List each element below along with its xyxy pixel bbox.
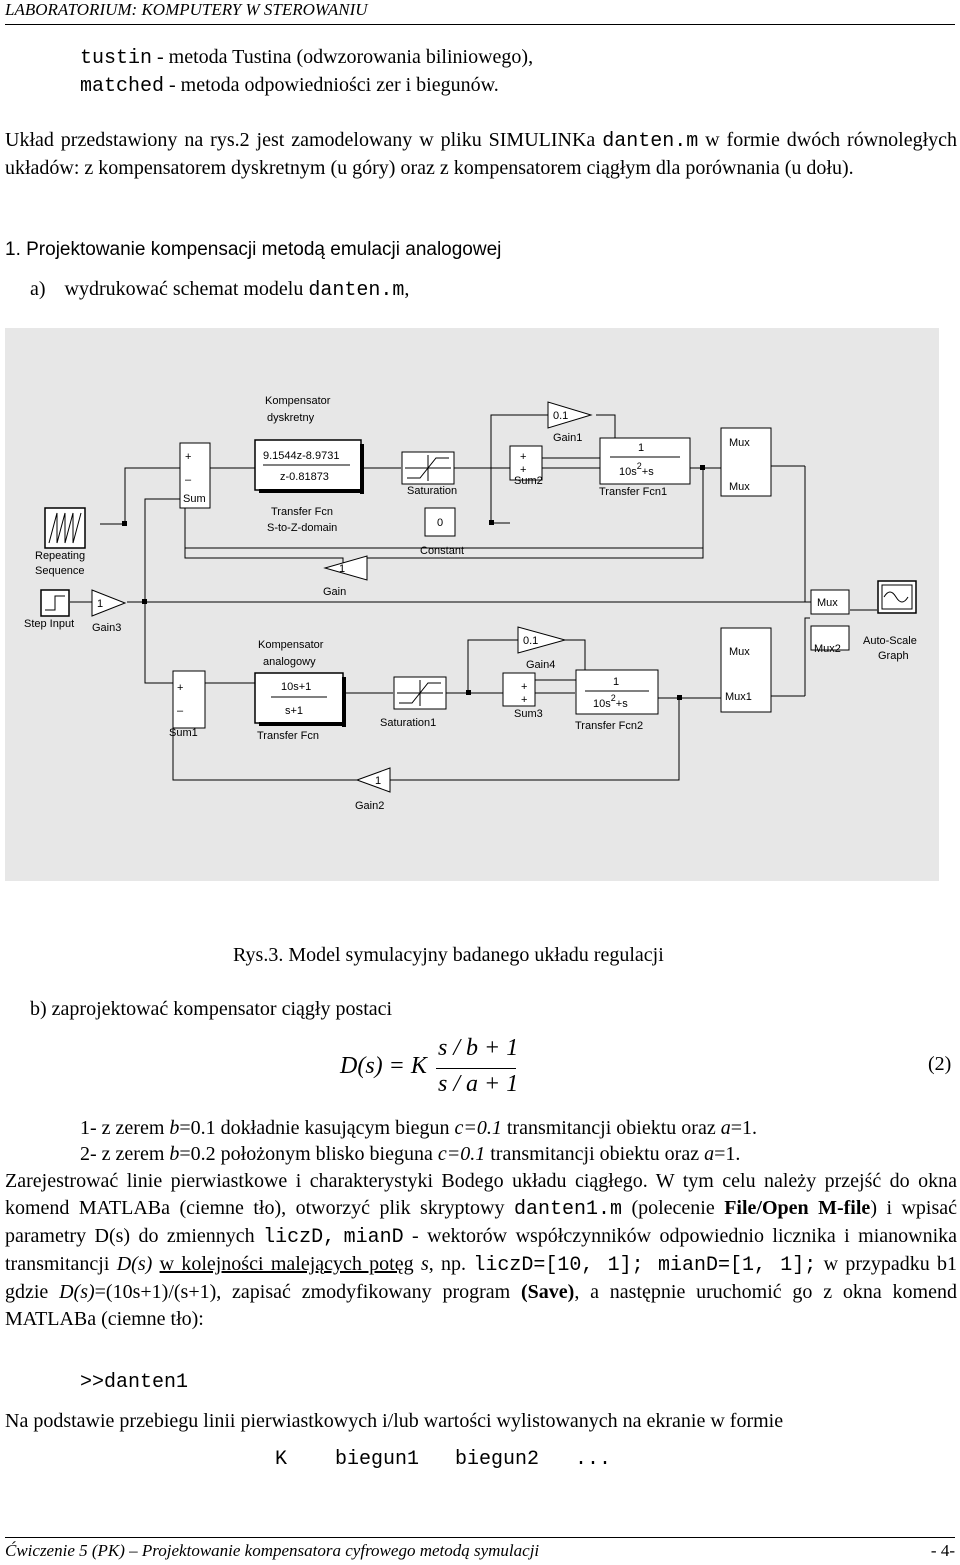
tf2-num: 1 [613, 676, 620, 688]
tf1-num: 1 [638, 442, 645, 454]
constant-block [420, 508, 464, 557]
gain4-block [518, 627, 565, 671]
footer-text: Ćwiczenie 5 (PK) – Projektowanie kompensatora cyfrowego metodą symulacji [5, 1541, 540, 1560]
item-a-text: wydrukować schemat modelu [64, 278, 309, 300]
repeating-sequence-label: Repeating [35, 550, 86, 562]
sum3-plus: + [521, 681, 528, 693]
tf-discrete-num: 9.1544z-8.9731 [263, 450, 340, 462]
sum2-plus-2: + [520, 464, 527, 476]
equation-lhs: D(s) = K [340, 1053, 427, 1079]
tf-discrete-label-2: S-to-Z-domain [267, 522, 338, 534]
after-text: Na podstawie przebiegu linii pierwiastkowych i/lub wartości wylistowanych na ekranie w formie [5, 1410, 784, 1432]
scope-label-2: Graph [878, 650, 909, 662]
saturation-block [402, 452, 457, 497]
mux-mid-label: Mux [817, 597, 838, 609]
intro-code: danten.m [602, 130, 699, 153]
page-footer [5, 1541, 955, 1561]
sum1-label: Sum1 [169, 727, 198, 739]
gain2-label: Gain2 [355, 800, 385, 812]
gain-value: 1 [339, 563, 346, 575]
method-tustin [80, 44, 533, 72]
gain3-label: Gain3 [92, 622, 122, 634]
sum1-plus: + [177, 682, 184, 694]
constant-value: 0 [437, 517, 444, 529]
sum1-block [169, 671, 205, 739]
tf-discrete-label: Transfer Fcn [271, 506, 333, 518]
repeating-sequence-label-2: Sequence [35, 565, 85, 577]
saturation1-block [380, 677, 446, 729]
tf-cont-num: 10s+1 [281, 681, 312, 693]
saturation-label: Saturation [407, 485, 458, 497]
gain2-value: 1 [375, 775, 382, 787]
item-a [30, 276, 409, 304]
mux-bottom-block [721, 628, 771, 712]
sum-label: Sum [183, 493, 206, 505]
sum-block [180, 443, 210, 508]
komp-analogowy-label: Kompensator [258, 639, 324, 651]
tf1-label: Transfer Fcn1 [599, 486, 668, 498]
item-a-code: danten.m [308, 279, 405, 302]
item-b: b) zaprojektować kompensator ciągły postaci [30, 998, 393, 1020]
mux-bottom-label-2: Mux1 [725, 691, 752, 703]
case-2: 2- z zerem b=0.2 położonym blisko bieguna c=0.1 transmitancji obiektu oraz a=1. [80, 1143, 741, 1165]
page-header: LABORATORIUM: KOMPUTERY W STEROWANIU [5, 0, 368, 19]
intro-text-2: w formie dwóch równoległych układów: z kompensatorem dyskretnym (u góry) oraz z kompensatorem ciągłym dla porównania (u dołu). [5, 129, 958, 179]
method-code: matched [80, 75, 165, 98]
gain1-block [548, 402, 591, 444]
mux-top-label-2: Mux [729, 481, 750, 493]
gain-label: Gain [323, 586, 347, 598]
method-text: - metoda Tustina (odwzorowania biliniowego), [152, 46, 534, 68]
komp-dyskretny-label-2: dyskretny [267, 412, 315, 424]
komp-analogowy-label-2: analogowy [263, 656, 316, 668]
sum2-plus: + [520, 451, 527, 463]
sum-plus: + [185, 451, 192, 463]
tf1-den: $10s^2+s$ [619, 461, 654, 478]
equation-denominator: s / a + 1 [438, 1071, 519, 1097]
tf2-den: $10s^2+s$ [593, 693, 628, 710]
mux-bottom-label: Mux [729, 646, 750, 658]
gain4-value: 0.1 [523, 635, 539, 647]
case-1: 1- z zerem b=0.1 dokładnie kasującym biegun c=0.1 transmitancji obiektu oraz a=1. [80, 1117, 757, 1139]
method-matched [80, 72, 499, 100]
scope-block [863, 581, 917, 662]
mux2-block [811, 626, 849, 655]
simulink-diagram [5, 328, 939, 881]
sum1-minus: – [177, 705, 184, 717]
equation-numerator: s / b + 1 [438, 1035, 519, 1061]
tf-cont-den: s+1 [285, 705, 304, 717]
mux-top-label: Mux [729, 437, 750, 449]
saturation1-label: Saturation1 [380, 717, 437, 729]
figure-caption: Rys.3. Model symulacyjny badanego układu regulacji [233, 944, 664, 966]
tf1-block [599, 438, 690, 498]
step-input-label: Step Input [24, 618, 75, 630]
sum3-label: Sum3 [514, 708, 543, 720]
sum3-plus-2: + [521, 694, 528, 706]
equation-number: (2) [928, 1053, 952, 1075]
mux2-label: Mux2 [814, 643, 841, 655]
format-line: K biegun1 biegun2 ... [275, 1448, 612, 1471]
tf-cont-block [255, 673, 346, 742]
sum2-block [510, 446, 543, 487]
scope-label: Auto-Scale [863, 635, 917, 647]
gain3-value: 1 [97, 598, 104, 610]
page-number: - 4- [930, 1541, 955, 1560]
tf2-label: Transfer Fcn2 [575, 720, 644, 732]
step-input-block [24, 590, 74, 630]
mux-top-block [721, 428, 771, 496]
equation [340, 1035, 960, 1105]
gain-block [323, 556, 367, 598]
method-text: - metoda odpowiedniości zer i biegunów. [164, 74, 499, 96]
command-line: >>danten1 [80, 1371, 189, 1394]
tf-discrete-block [255, 440, 364, 534]
footer-rule [5, 1537, 955, 1538]
gain1-label: Gain1 [553, 432, 583, 444]
method-code: tustin [80, 47, 153, 70]
tf-cont-label: Transfer Fcn [257, 730, 319, 742]
tf2-block [575, 670, 658, 732]
item-a-tail: , [404, 278, 410, 300]
instruction-paragraph: Zarejestrować linie pierwiastkowe i charakterystyki Bodego układu ciągłego. W tym celu należy przejść do okna komend MATLABa (ciemne tło), otworzyć plik skryptowy danten1.m (polecenie File/Open M-file) i wpisać parametry D(s) do zmiennych liczD, mianD - wektorów współczynników odpowiednio licznika i mianownika transmitancji D(s) w kolejności malejących potęg s, np. liczD=[10, 1]; mianD=[1, 1]; w przypadku b1 gdzie D(s)=(10s+1)/(s+1), zapisać zmodyfikowany program (Save), a następnie uruchomić go z okna komend MATLABa (ciemne tło): [5, 1170, 958, 1330]
komp-dyskretny-label: Kompensator [265, 395, 331, 407]
intro-paragraph [5, 127, 957, 182]
fraction-bar [436, 1068, 516, 1069]
mux-mid-block [811, 590, 849, 614]
sum2-label: Sum2 [514, 475, 543, 487]
repeating-sequence-block [35, 508, 85, 577]
tf-discrete-den: z-0.81873 [280, 471, 329, 483]
sum-minus: – [185, 474, 192, 486]
gain4-label: Gain4 [526, 659, 556, 671]
constant-label: Constant [420, 545, 465, 557]
section-title: 1. Projektowanie kompensacji metodą emulacji analogowej [5, 239, 502, 260]
gain1-value: 0.1 [553, 410, 569, 422]
gain3-block [92, 590, 125, 634]
gain2-block [355, 768, 390, 812]
header-rule [5, 24, 955, 25]
item-a-label: a) [30, 278, 46, 300]
intro-text: Układ przedstawiony na rys.2 jest zamodelowany w pliku SIMULINKa [5, 129, 603, 151]
